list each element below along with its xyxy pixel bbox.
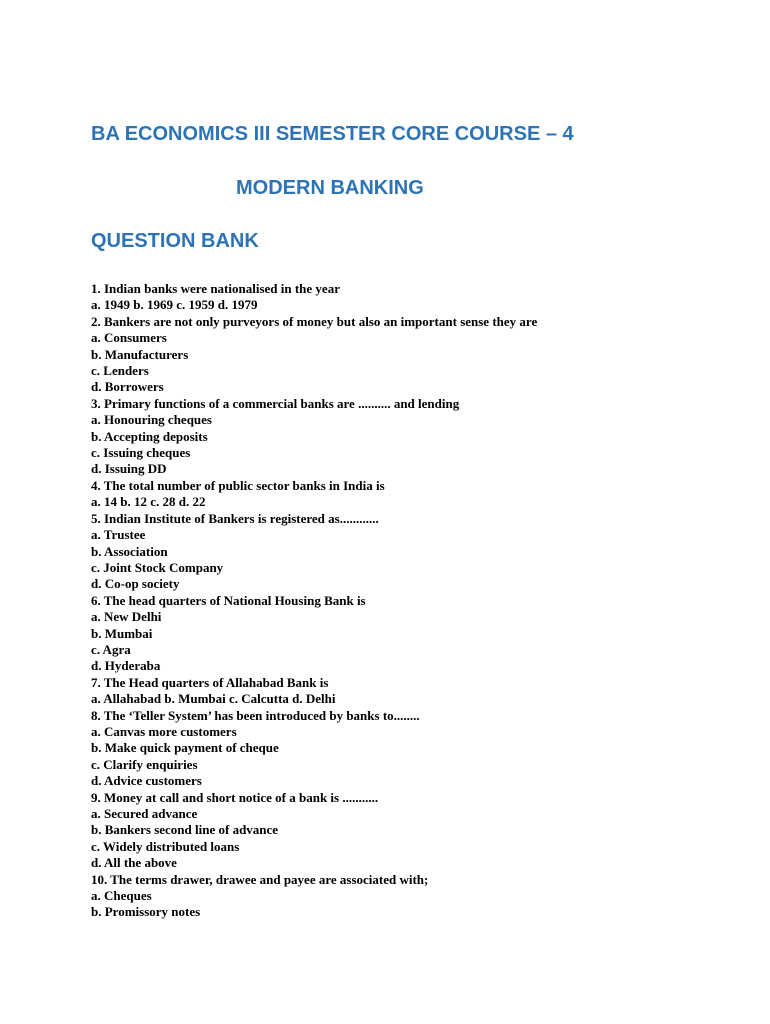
question-line: 4. The total number of public sector banks in India is [91,477,385,493]
question-line: a. Allahabad b. Mumbai c. Calcutta d. Delhi [91,691,336,707]
question-line: 2. Bankers are not only purveyors of money but also an important sense they are [91,313,538,329]
question-line: d. Hyderaba [91,658,161,674]
question-line: a. Trustee [91,527,146,543]
question-line: d. All the above [91,855,177,871]
question-line: d. Issuing DD [91,461,167,477]
question-line: 5. Indian Institute of Bankers is registered as............ [91,510,379,526]
question-line: b. Association [91,543,168,559]
question-line: d. Co-op society [91,576,180,592]
question-line: c. Clarify enquiries [91,756,198,772]
document-title: BA ECONOMICS III SEMESTER CORE COURSE – 4 [91,123,574,145]
question-line: b. Mumbai [91,625,153,641]
question-line: 3. Primary functions of a commercial banks are .......... and lending [91,395,460,411]
question-line: 10. The terms drawer, drawee and payee are associated with; [91,871,429,887]
question-line: b. Promissory notes [91,904,201,920]
question-line: 8. The ‘Teller System’ has been introduced by banks to........ [91,707,420,723]
question-line: a. Honouring cheques [91,412,212,428]
question-line: a. Secured advance [91,806,198,821]
question-line: c. Widely distributed loans [91,838,240,854]
question-line: c. Lenders [91,363,149,379]
question-line: b. Accepting deposits [91,428,208,444]
question-line: a. 14 b. 12 c. 28 d. 22 [91,494,206,510]
question-line: a. Canvas more customers [91,723,237,739]
question-line: c. Joint Stock Company [91,559,224,575]
question-line: a. Consumers [91,330,167,346]
question-line: d. Advice customers [91,773,202,789]
question-line: 9. Money at call and short notice of a bank is ........... [91,789,379,805]
section-heading: QUESTION BANK [91,230,259,252]
question-line: c. Agra [91,641,131,657]
question-line: 6. The head quarters of National Housing Bank is [91,592,366,608]
question-line: a. 1949 b. 1969 c. 1959 d. 1979 [91,297,258,313]
question-list [91,281,537,921]
question-line: 1. Indian banks were nationalised in the year [91,281,340,296]
question-line: b. Make quick payment of cheque [91,740,279,756]
question-line: 7. The Head quarters of Allahabad Bank is [91,674,329,690]
question-line: c. Issuing cheques [91,445,191,461]
question-line: a. Cheques [91,888,152,904]
question-line: b. Manufacturers [91,346,189,362]
document-subtitle: MODERN BANKING [236,177,424,199]
question-line: b. Bankers second line of advance [91,822,279,838]
question-line: a. New Delhi [91,609,162,625]
question-line: d. Borrowers [91,379,164,395]
